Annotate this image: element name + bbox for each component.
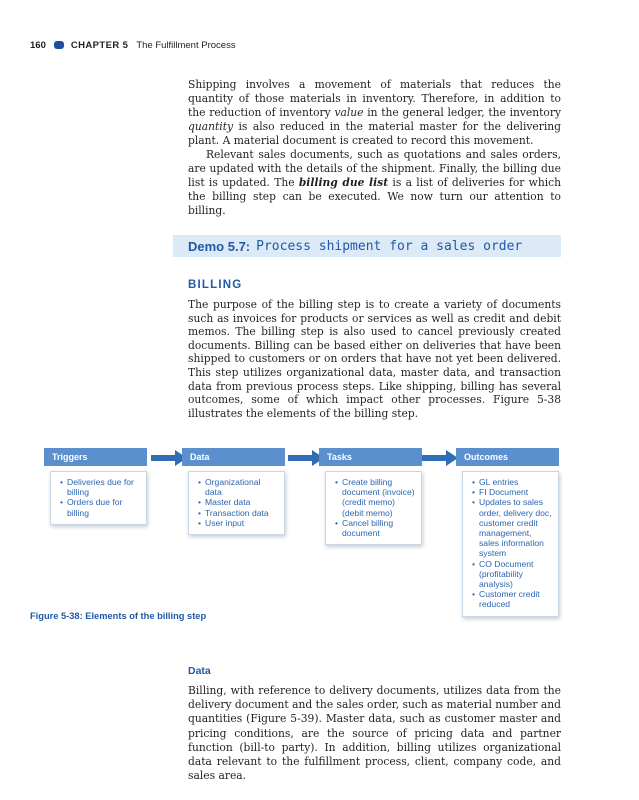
text-run: in the general ledger, the inventory (363, 106, 561, 120)
billing-step-diagram (44, 448, 560, 608)
diagram-column-data (182, 448, 285, 528)
list-item: • Orders due for billing (60, 497, 140, 517)
diagram-column-outcomes (456, 448, 559, 610)
list-item: • Organizational data (198, 477, 278, 497)
running-header (30, 38, 236, 52)
list-item: • Master data (198, 497, 278, 507)
column-header: Data (182, 448, 285, 466)
paragraph-data: Billing, with reference to delivery documents, utilizes data from the delivery document and the sales order, such as material number and quantities (Figure 5-39). Master data, such as customer master and pricing conditions, are the source of pricing data and partner function (bill-to party). In addition, billing utilizes organizational data relevant to the fulfillment process, client, company code, and sales area. (188, 684, 561, 783)
paragraph-billing: The purpose of the billing step is to create a variety of documents such as invoices for products or services as well as credit and debit memos. The billing step is also used to cancel previously created documents. Billing can be based either on deliveries that have been shipped to customers or on orders that have not yet been delivered. This step utilizes organizational data, master data, and transaction data from previous process steps. Like shipping, billing has several outcomes, some of which impact other processes. Figure 5-38 illustrates the elements of the billing step. (188, 298, 561, 420)
column-body (462, 471, 559, 617)
paragraph-shipping (188, 78, 561, 148)
column-body (50, 471, 147, 525)
column-header: Triggers (44, 448, 147, 466)
list-item: • Customer credit reduced (472, 589, 552, 609)
list-item: • Updates to sales order, delivery doc, customer credit management, sales information system (472, 497, 552, 558)
header-bullet-icon (54, 41, 64, 49)
page-number: 160 (30, 39, 46, 51)
demo-label: Demo 5.7: (188, 238, 251, 254)
diagram-column-triggers (44, 448, 147, 518)
list-item: • GL entries (472, 477, 552, 487)
text-run: Relevant sales documents, such as quotations and sales orders, are updated with the details of the shipment. Finally, the billing due list is updated. The (188, 148, 561, 190)
column-body (325, 471, 422, 545)
chapter-label: CHAPTER 5 (70, 39, 129, 51)
figure-caption: Figure 5-38: Elements of the billing step (30, 611, 207, 621)
diagram-column-tasks (319, 448, 422, 539)
list-item: • Deliveries due for billing (60, 477, 140, 497)
paragraph-relevant-documents (188, 148, 561, 218)
arrow-right-icon (422, 450, 458, 466)
section-heading-billing: BILLING (188, 279, 243, 291)
emphasis-quantity: quantity (188, 120, 234, 134)
list-item: • FI Document (472, 487, 552, 497)
demo-callout[interactable] (173, 235, 561, 257)
column-body (188, 471, 285, 535)
text-run: Shipping involves a movement of materials that reduces the quantity of those materials in inventory. Therefore, in addition to the reduction of inventory (188, 78, 561, 120)
column-header: Outcomes (456, 448, 559, 466)
text-run: is also reduced in the material master for the delivering plant. A material document is created to record this movement. (188, 120, 561, 148)
list-item: • Cancel billing document (335, 518, 415, 538)
emphasis-value: value (334, 106, 364, 120)
text-run: is a list of deliveries for which the billing step can be executed. We now turn our attention to billing. (188, 176, 561, 218)
list-item: • Create billing document (invoice) (credit memo) (debit memo) (335, 477, 415, 518)
demo-title: Process shipment for a sales order (256, 238, 523, 254)
list-item: • CO Document (profitability analysis) (472, 559, 552, 590)
column-header: Tasks (319, 448, 422, 466)
subsection-heading-data: Data (188, 665, 211, 677)
list-item: • Transaction data (198, 508, 278, 518)
list-item: • User input (198, 518, 278, 528)
chapter-title: The Fulfillment Process (136, 39, 236, 51)
emphasis-billing-due-list: billing due list (298, 176, 389, 190)
